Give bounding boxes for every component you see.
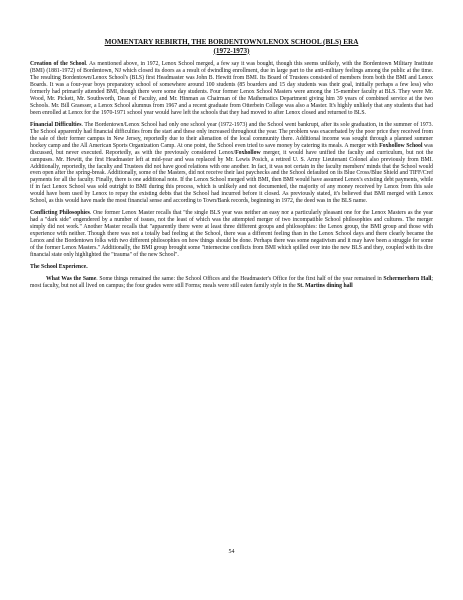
paragraph-what-was-same-text-a: . Some things remained the same: the School Offices and the Headmaster's Office for the first half of the year remained in (96, 275, 384, 282)
paragraph-philosophies-text: . One former Lenox Master recalls that "the single BLS year was neither an easy nor a particularly pleasant one for the Lenox Masters as the year had a "dark side" engendered by a number of issues, not the least of which was the attempted merger of two incompatible School philosophies and cultures. The merger simply did not work." Another Master recalls that "apparently there were at least three different groups and philosophies: the Lenox group, the BMI group and those with experience with neither. Though there was not a totally bad feeling at the School, there was a different feeling than in the Lenox School days and there clearly became the Lenox and the Bordentown folks with two different philosophies on how things should be done. Perhaps there was some negativism and it may have been a struggle for some of the former Lenox Masters." Additionally, the BMI group brought some "internecine conflicts from BMI which spilled over into the new BLS and they, coupled with its dire financial state only highlighted the "trauma" of the new School". (30, 210, 433, 258)
chapter-title (30, 38, 433, 55)
paragraph-financial-text-b: was discussed, but never executed. Reportedly, as with the previously considered Lenox/ (30, 142, 433, 156)
chapter-title-line-1: MOMENTARY REBIRTH, THE BORDENTOWN/LENOX SCHOOL (BLS) ERA (104, 38, 359, 46)
foxhollow-bold: Foxhollow (235, 149, 261, 156)
paragraph-creation-heading: Creation of the School (30, 61, 87, 68)
document-page (30, 38, 433, 295)
section-heading-text: The School Experience (30, 263, 87, 270)
paragraph-financial-text-a: . The Bordentown/Lenox School had only one school year (1972-1973) and the School went bankrupt, after its sole graduation, in the summer of 1973. The School apparently had financial difficulties from the start and these only increased throughout the year. The problem was exacerbated by the poor price they received from the sale of their former campus in New Jersey, reportedly due to their alienation of the local community there. Additional income was sought through a planned summer hockey camp and the All American Sports Organization Camp. At one point, the School even tried to save money by catering its meals. A merger with (30, 121, 433, 149)
schermerhorn-hall-bold: Schermerhorn Hall (383, 275, 432, 282)
paragraph-financial-heading: Financial Difficulties (30, 121, 82, 128)
paragraph-what-was-same-text-b: ; most faculty, but not all lived on campus; the four grades were still Forms; meals were still eaten family style in the (30, 275, 433, 289)
paragraph-creation (30, 61, 433, 117)
section-heading (30, 264, 433, 271)
section-heading-period: . (86, 263, 88, 270)
st-martins-dining-hall-bold: St. Martins dining hall (297, 282, 353, 289)
paragraph-what-was-same-heading: What Was the Same (46, 275, 97, 282)
paragraph-philosophies (30, 210, 433, 259)
foxhollow-school-bold: Foxhollow School (379, 142, 423, 149)
paragraph-financial (30, 122, 433, 205)
paragraph-philosophies-heading: Conflicting Philosophies (30, 210, 90, 217)
chapter-title-line-2: (1972-1973) (213, 46, 250, 55)
paragraph-what-was-same (30, 276, 433, 290)
paragraph-creation-text: . As mentioned above, in 1972, Lenox School merged, a few say it was bought, though this seems unlikely, with the Bordentown Military Institute (BMI) (1881-1972) of Bordentown, NJ which closed its doors as a result of dwindling enrollment, due in large part to the anti-military feelings among the public at the time. The resulting Bordentown/Lenox School's (BLS) first Headmaster was John B. Hewitt from BMI. Its Board of Trustees consisted of members from both the BMI and Lenox Boards. It was a four-year boys preparatory school of somewhere around 100 students (85 boarders and 15 day students was their goal, initially perhaps a few less) who formerly had primarily attended BMI, though there were some day students. Four former Lenox School Masters were among the 15-member faculty at BLS. They were Mr. Wood, Mr. Pickett, Mr. Southworth, Dean of Faculty, and Mr. Hinman as Chairman of the Mathematics Department giving him 39 years of combined service at the two Schools. Mr. Bill Graesser, a Lenox School alumnus from 1967 and a recent graduate from Otterbein College was also a Master. It's highly unlikely that any students that had been enrolled at Lenox for the 1970-1971 school year would have left the schools that they had moved to after Lenox closed and returned to BLS. (30, 61, 433, 116)
page-number: 54 (228, 549, 235, 555)
paragraph-financial-text-c: merger, it would have unified the faculty and curriculum, but not the campuses. Mr. Hewitt, the first Headmaster left at mid-year and was replaced by Mr. Lewis Posich, a retired U. S. Army Lieutenant Colonel also previously from BMI. Additionally, reportedly, the faculty and Trustees did not have good relations with one another. In fact, it was not certain in the faculty members' minds that the School would even open after the spring-break. Additionally, some of the Masters, did not receive their last paychecks and the School defaulted on its Blue Cross/Blue Shield and TIFF/Cref payments for all the faculty. Finally, there is one additional note. If the Lenox School merged with BMI, then BMI would have assumed Lenox's existing debt payments, while if in fact Lenox School was sold outright to BMI during this process, which is unlikely and not documented, the majority of any money received by Lenox from this sale would have been used by Lenox to repay the existing debts that the School had incurred before it closed. As previously stated, it's believed that BMI merged with Lenox School, as this would have made the most financial sense and according to Town/Bank records, beginning in 1972, the deed was in the BLS name. (30, 149, 433, 205)
